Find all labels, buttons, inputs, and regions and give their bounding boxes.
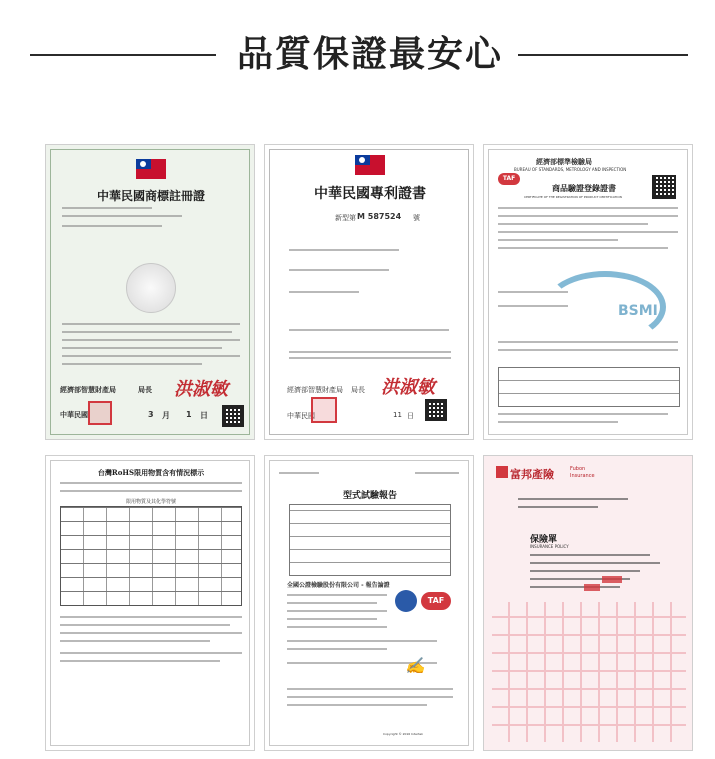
substances-header: 限用物質及其化學符號 [126, 499, 177, 505]
page-header [0, 0, 715, 96]
taf-logo-icon: TAF [498, 173, 520, 185]
report-title: 型式試驗報告 [342, 491, 397, 501]
date-label: 中華民國 [60, 411, 88, 419]
qr-code-icon [425, 399, 447, 421]
bsmi-watermark: BSMI [618, 303, 658, 319]
bureau-name-en: BUREAU OF STANDARDS, METROLOGY AND INSPECTION [514, 167, 627, 172]
patent-certificate [264, 144, 474, 440]
date-month: 3 [148, 410, 154, 419]
patent-number: M 587524 [357, 212, 402, 221]
highlight-mark [602, 576, 622, 583]
type-test-report [264, 455, 474, 751]
director-signature: 洪淑敏 [174, 379, 228, 400]
insurer-name: 富邦產險 [510, 468, 554, 481]
insurance-policy [483, 455, 693, 751]
insurer-name-en-1: Fubon [570, 466, 586, 472]
patent-number-label: 新型第 [335, 214, 356, 222]
highlight-mark [584, 584, 600, 591]
issuer-organization: 經濟部智慧財產局 [60, 386, 116, 394]
report-info-table [289, 504, 451, 576]
date-unit-day: 日 [200, 411, 208, 420]
certificate-title-en: CERTIFICATE OF THE REGISTRATION OF PRODUCT CERTIFICATION [524, 195, 622, 199]
certificate-title: 商品驗證登錄證書 [552, 183, 616, 193]
rohs-substance-table [60, 506, 242, 606]
issuer-organization: 經濟部智慧財產局 [287, 386, 343, 394]
date-unit-month: 月 [162, 411, 170, 420]
header-divider-right [518, 54, 688, 56]
policy-title: 保險單 [530, 535, 558, 545]
official-red-stamp [311, 397, 337, 423]
date-day: 1 [186, 410, 192, 419]
bureau-name: 經濟部標準檢驗局 [536, 158, 592, 166]
watermark-seal-icon [126, 263, 176, 313]
report-footer: Copyright © 2016 Intertek [383, 732, 423, 736]
roc-flag-icon [136, 159, 166, 179]
date-unit-day: 日 [407, 412, 414, 420]
trademark-certificate [45, 144, 255, 440]
date-day: 11 [393, 411, 402, 419]
bsmi-certificate [483, 144, 693, 440]
certificate-title: 中華民國商標註冊證 [96, 189, 205, 203]
issuer-label: 局長 [138, 386, 152, 394]
official-red-stamp [88, 401, 112, 425]
director-signature: 洪淑敏 [381, 377, 435, 398]
issuer-label: 局長 [351, 386, 365, 394]
taf-logo-icon: TAF [421, 592, 451, 610]
date-label: 中華民國 [287, 412, 315, 420]
page-title: 品質保證最安心 [236, 34, 503, 75]
policy-title-en: INSURANCE POLICY [530, 544, 569, 549]
declaration-title: 台灣RoHS限用物質含有情況標示 [97, 468, 205, 477]
insurer-name-en-2: Insurance [570, 473, 595, 479]
model-table [498, 367, 680, 407]
testing-organization: 全國公證檢驗股份有限公司 - 報告論證 [287, 582, 390, 589]
certificate-title: 中華民國專利證書 [314, 186, 426, 202]
roc-flag-icon [355, 155, 385, 175]
qr-code-icon [222, 405, 244, 427]
security-pattern [492, 602, 686, 742]
accreditation-seal-icon [395, 590, 417, 612]
patent-number-suffix: 號 [413, 214, 420, 222]
header-divider-left [30, 54, 216, 56]
tester-signature-icon: ✍ [405, 656, 425, 675]
rohs-declaration [45, 455, 255, 751]
qr-code-icon [652, 175, 676, 199]
fubon-logo-icon [496, 466, 508, 478]
